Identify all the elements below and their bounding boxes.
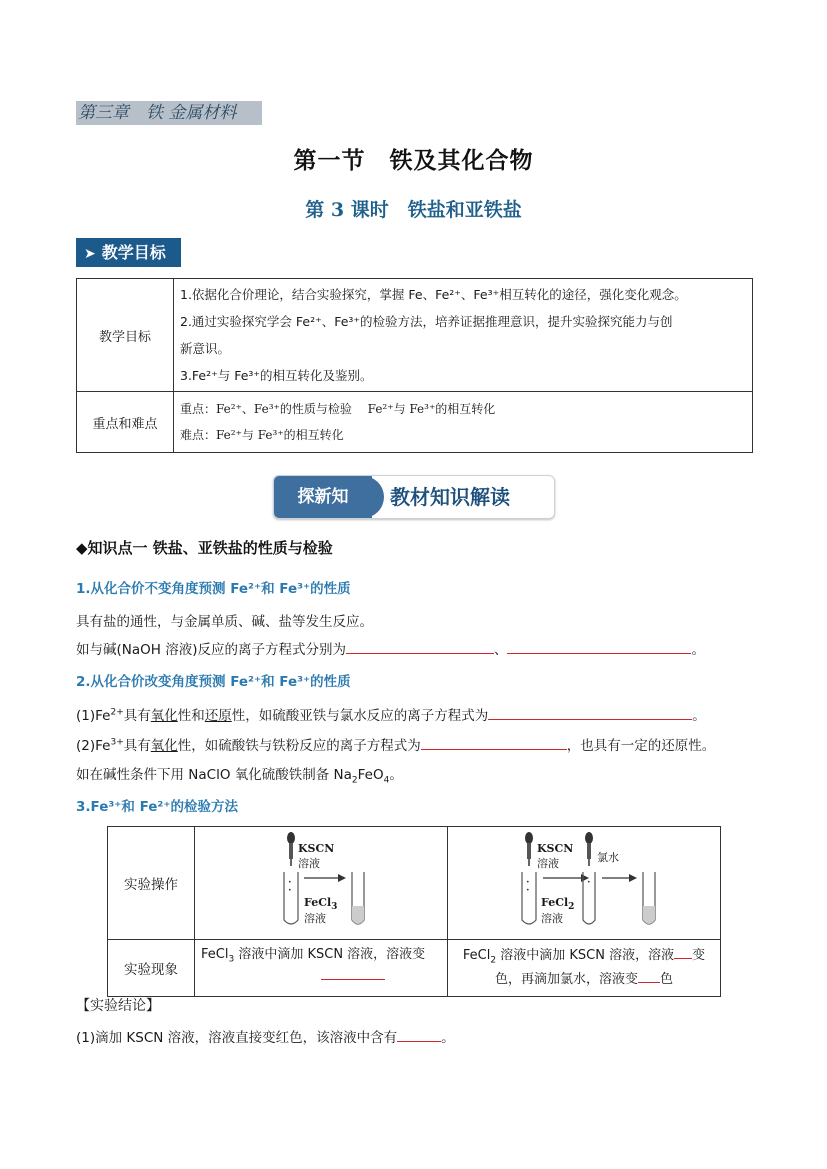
text: 色 [660, 972, 674, 987]
objectives-row-content [174, 279, 753, 392]
tube-label [541, 896, 575, 913]
section-title: 第一节 铁及其化合物 [293, 148, 534, 174]
conclusion-heading: 【实验结论】 [76, 998, 160, 1014]
text: 。 [389, 767, 403, 783]
subscript: 3 [331, 902, 338, 913]
s1-line2 [76, 638, 705, 658]
text: 具有 [123, 738, 151, 754]
text: (2)Fe [76, 738, 111, 754]
svg-text:•: • [587, 879, 591, 886]
period: 。 [441, 1030, 455, 1046]
objectives-heading-text: 教学目标 [101, 243, 166, 262]
operation-label: 实验操作 [108, 827, 195, 940]
text: FeO [357, 767, 384, 783]
s1-title: 1.从化合价不变角度预测 Fe²⁺和 Fe³⁺的性质 [76, 581, 351, 597]
underlined-word: 氧化 [150, 738, 178, 754]
svg-text:•: • [288, 887, 292, 894]
arrow-right-icon: ➤ [84, 246, 96, 262]
underlined-word: 氧化 [150, 708, 178, 724]
keypoint-line: 难点：Fe²⁺与 Fe³⁺的相互转化 [180, 428, 344, 442]
left-result [195, 940, 448, 997]
objective-line: 2.通过实验探究学会 Fe²⁺、Fe³⁺的检验方法，培养证据推理意识，提升实验探究能力与创 [180, 314, 673, 329]
keypoint-line: 重点：Fe²⁺、Fe³⁺的性质与检验 Fe²⁺与 Fe³⁺的相互转化 [180, 402, 496, 416]
s2-line2 [76, 734, 715, 754]
right-apparatus-figure [449, 828, 727, 938]
subscript: 2 [490, 955, 497, 966]
s3-title: 3.Fe³⁺和 Fe²⁺的检验方法 [76, 799, 238, 815]
chlorine-water-label: 氯水 [597, 851, 619, 864]
banner-right-label: 教材知识解读 [390, 485, 510, 509]
text: (1)滴加 KSCN 溶液，溶液直接变红色，该溶液中含有 [76, 1030, 398, 1046]
text: (1)Fe [76, 708, 111, 724]
tube-label-2: 溶液 [304, 912, 326, 925]
text: 性，如硫酸铁与铁粉反应的离子方程式为 [177, 738, 421, 754]
tube-label [304, 896, 338, 913]
objective-line: 新意识。 [180, 341, 231, 356]
s1-line1: 具有盐的通性，与金属单质、碱、盐等发生反应。 [76, 614, 373, 630]
banner-left-label: 探新知 [274, 476, 372, 518]
test-tube-icon [284, 872, 298, 924]
text: 性，如硫酸亚铁与氯水反应的离子方程式为 [231, 708, 489, 724]
chapter-label: 第三章 铁 金属材料 [76, 101, 262, 125]
subscript: 2 [568, 902, 575, 913]
dropper-icon [287, 832, 295, 866]
svg-text:•: • [526, 887, 530, 894]
s2-line3 [76, 763, 403, 786]
section-banner [273, 475, 555, 519]
text: 色，再滴加氯水，溶液变 [494, 972, 638, 987]
dropper-label-2: 溶液 [537, 857, 559, 870]
subscript: 3 [228, 954, 235, 965]
right-result [448, 940, 721, 997]
dropper-label-2: 溶液 [298, 857, 320, 870]
text: 性和 [177, 708, 205, 724]
text: 如在碱性条件下用 NaClO 氧化硫酸铁制备 Na [76, 767, 352, 783]
text: FeCl [541, 896, 569, 909]
separator: 、 [493, 642, 508, 658]
text: FeCl [462, 948, 491, 963]
arrow-right-icon [602, 874, 637, 882]
objectives-heading [76, 238, 181, 267]
answer-blank[interactable] [421, 737, 567, 750]
phenomenon-label: 实验现象 [108, 940, 195, 997]
text: 溶液中滴加 KSCN 溶液，溶液 [496, 948, 675, 963]
text: ，也具有一定的还原性。 [566, 738, 716, 754]
text: 溶液中滴加 KSCN 溶液，溶液变 [234, 947, 426, 962]
superscript: 3+ [110, 737, 124, 748]
tube-label-2: 溶液 [541, 912, 563, 925]
answer-blank[interactable] [346, 641, 494, 654]
keypoints-row-content [174, 392, 753, 453]
dropper-label: KSCN [298, 842, 335, 855]
arrow-right-icon [304, 874, 346, 882]
test-tube-icon [522, 872, 536, 924]
right-figure [449, 828, 719, 938]
knowledge-point-heading: ◆知识点一 铁盐、亚铁盐的性质与检验 [76, 539, 333, 557]
keypoints-row-label: 重点和难点 [77, 392, 174, 453]
s2-title: 2.从化合价改变角度预测 Fe²⁺和 Fe³⁺的性质 [76, 674, 351, 690]
superscript: 2+ [110, 707, 124, 718]
objective-line: 3.Fe²⁺与 Fe³⁺的相互转化及鉴别。 [180, 368, 373, 383]
conclusion-line1 [76, 1026, 455, 1046]
subscript: 2 [351, 775, 358, 786]
test-tube-icon [643, 872, 655, 924]
answer-blank[interactable] [638, 970, 660, 983]
lesson-title: 第 3 课时 铁盐和亚铁盐 [305, 199, 522, 221]
period: 。 [691, 642, 705, 658]
dropper-icon [525, 832, 533, 866]
text: 具有 [123, 708, 151, 724]
experiment-table [107, 826, 721, 997]
text: 变 [692, 948, 706, 963]
test-tube-icon [352, 872, 364, 924]
right-figure-cell [448, 827, 721, 940]
dropper-label: KSCN [537, 842, 574, 855]
left-figure-cell [195, 827, 448, 940]
objectives-row-label: 教学目标 [77, 279, 174, 392]
answer-blank[interactable] [321, 967, 385, 980]
s1-line2-text: 如与碱(NaOH 溶液)反应的离子方程式分别为 [76, 642, 346, 658]
subscript: 4 [383, 775, 390, 786]
objectives-table [76, 278, 753, 453]
left-figure [196, 828, 446, 938]
underlined-word: 还原 [204, 708, 232, 724]
text: FeCl [304, 896, 332, 909]
text: FeCl [201, 947, 229, 962]
answer-blank[interactable] [674, 946, 692, 959]
s2-line1 [76, 704, 706, 724]
objective-line: 1.依据化合价理论，结合实验探究，掌握 Fe、Fe²⁺、Fe³⁺相互转化的途径，强化变化观念。 [180, 287, 687, 302]
arrow-right-icon [543, 874, 589, 882]
svg-text:•: • [288, 879, 292, 886]
answer-blank[interactable] [397, 1029, 441, 1042]
svg-text:•: • [526, 879, 530, 886]
answer-blank[interactable] [488, 707, 692, 720]
period: 。 [692, 708, 706, 724]
answer-blank[interactable] [507, 641, 691, 654]
dropper-icon [585, 832, 593, 866]
